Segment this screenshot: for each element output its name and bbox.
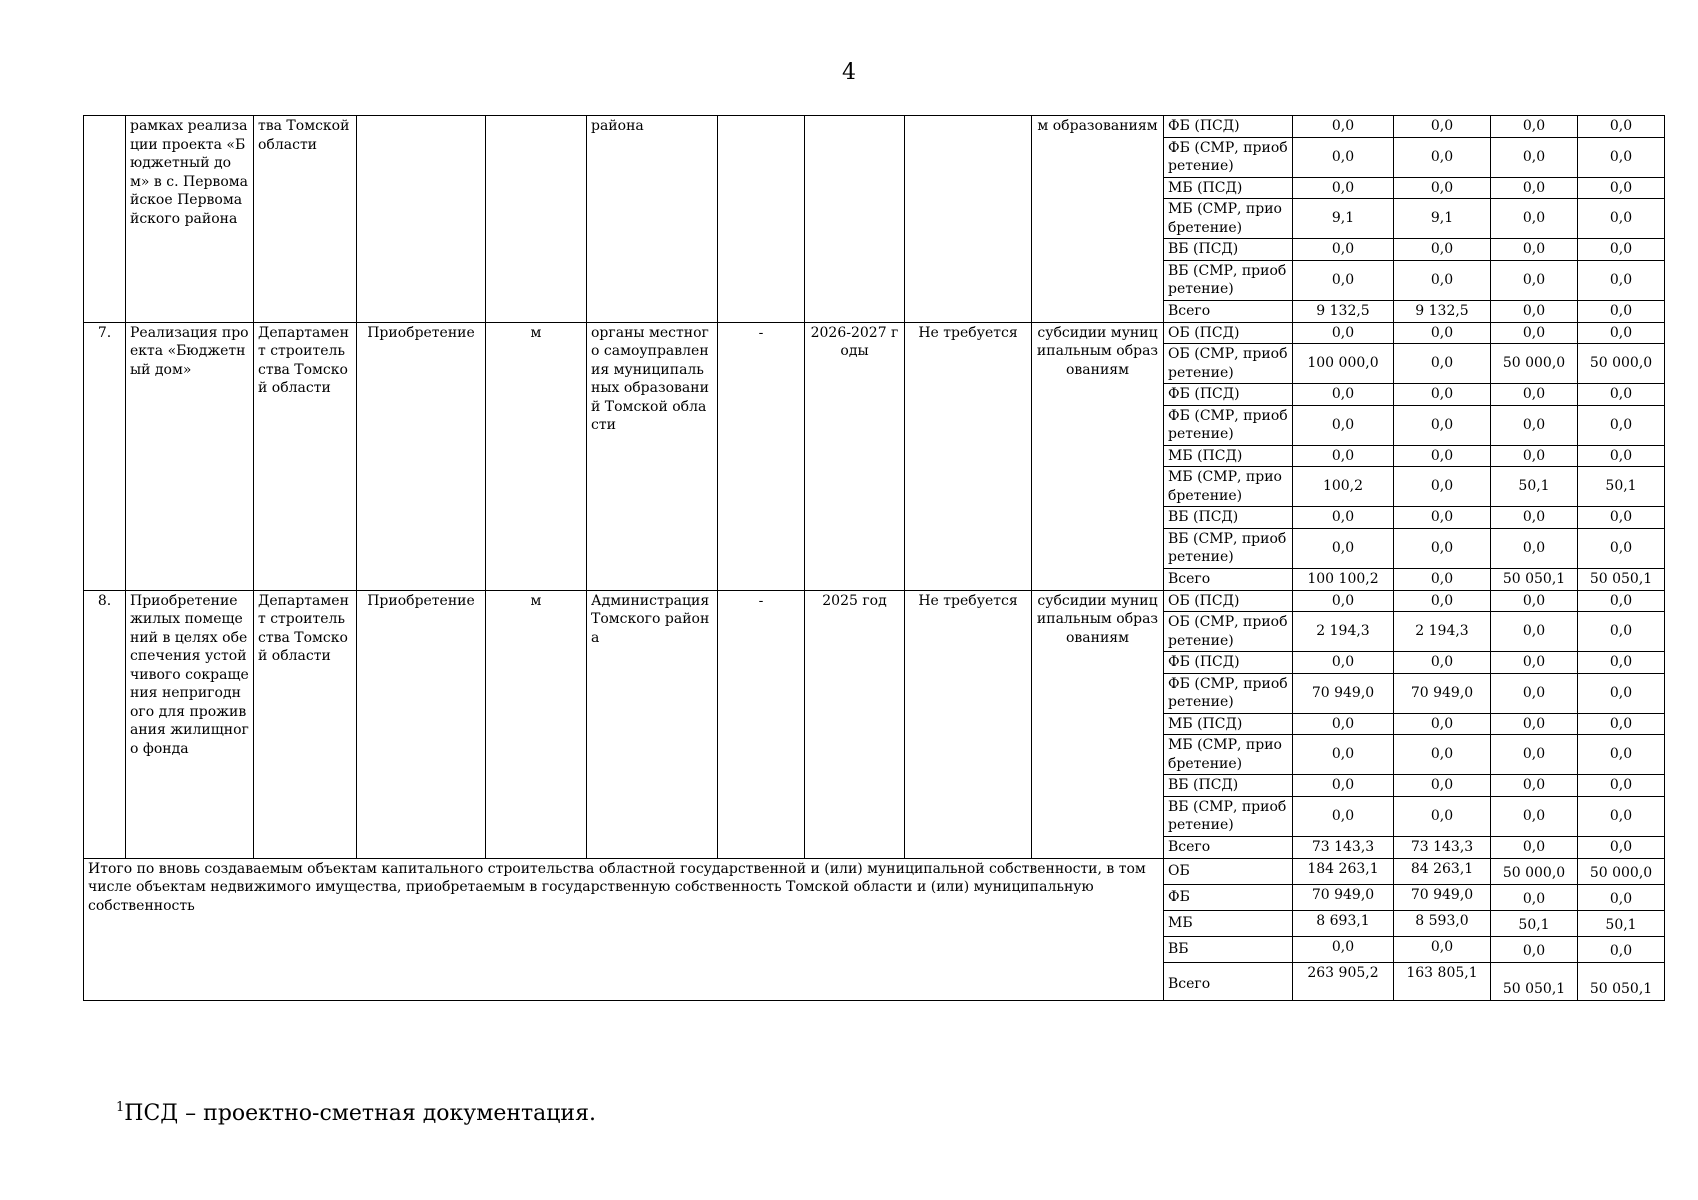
object-name: Приобретение жилых помещений в целях обеспечения устойчивого сокращения непригодного для проживания жилищного фонда [126, 590, 254, 858]
funding-source: ОБ (СМР, приобретение) [1164, 612, 1293, 652]
funding-amount: 9 132,5 [1293, 300, 1394, 322]
funding-source: ВБ (ПСД) [1164, 239, 1293, 261]
funding-amount: 0,0 [1578, 405, 1665, 445]
recipient: района [587, 116, 718, 323]
funding-amount: 0,0 [1491, 239, 1578, 261]
funding-amount: 0,0 [1578, 199, 1665, 239]
funding-amount: 0,0 [1578, 775, 1665, 797]
funding-amount: 0,0 [1491, 322, 1578, 344]
total-funding-amount: 163 805,1 [1394, 962, 1491, 1000]
total-funding-source: Всего [1164, 962, 1293, 1000]
unit-of-measure: м [486, 590, 587, 858]
customer: Департамент строительства Томской области [254, 590, 357, 858]
funding-amount: 9,1 [1293, 199, 1394, 239]
funding-amount: 0,0 [1394, 652, 1491, 674]
funding-amount: 0,0 [1394, 445, 1491, 467]
funding-amount: 0,0 [1293, 735, 1394, 775]
page-number: 4 [842, 60, 856, 85]
funding-amount: 50 050,1 [1491, 568, 1578, 590]
funding-amount: 0,0 [1394, 260, 1491, 300]
funding-amount: 2 194,3 [1293, 612, 1394, 652]
total-funding-amount: 0,0 [1491, 936, 1578, 962]
funding-amount: 0,0 [1578, 735, 1665, 775]
funding-amount: 73 143,3 [1394, 836, 1491, 858]
funding-amount: 0,0 [1578, 590, 1665, 612]
expertise: Не требуется [905, 590, 1032, 858]
funding-source: ОБ (ПСД) [1164, 590, 1293, 612]
funding-amount: 50 050,1 [1578, 568, 1665, 590]
footnote-mark: 1 [116, 1100, 125, 1115]
funding-source: Всего [1164, 300, 1293, 322]
capital-construction-table [83, 115, 1665, 1001]
funding-amount: 0,0 [1578, 322, 1665, 344]
funding-amount: 0,0 [1394, 590, 1491, 612]
funding-amount: 0,0 [1578, 300, 1665, 322]
funding-amount: 0,0 [1491, 673, 1578, 713]
funding-amount: 0,0 [1578, 177, 1665, 199]
total-funding-amount: 50,1 [1578, 910, 1665, 936]
funding-amount: 50,1 [1578, 467, 1665, 507]
total-funding-amount: 50 000,0 [1491, 858, 1578, 884]
total-funding-source: ВБ [1164, 936, 1293, 962]
funding-source: МБ (ПСД) [1164, 177, 1293, 199]
funding-amount: 0,0 [1394, 467, 1491, 507]
funding-amount: 0,0 [1578, 673, 1665, 713]
funding-source: ВБ (СМР, приобретение) [1164, 528, 1293, 568]
funding-amount: 0,0 [1491, 137, 1578, 177]
object-type [357, 116, 486, 323]
funding-amount: 0,0 [1394, 568, 1491, 590]
recipient: Администрация Томского района [587, 590, 718, 858]
funding-form: м образованиям [1032, 116, 1164, 323]
funding-amount: 0,0 [1491, 775, 1578, 797]
funding-form: субсидии муниципальным образованиям [1032, 322, 1164, 590]
funding-amount: 0,0 [1578, 239, 1665, 261]
funding-amount: 0,0 [1491, 384, 1578, 406]
funding-amount: 50 000,0 [1578, 344, 1665, 384]
total-funding-amount: 263 905,2 [1293, 962, 1394, 1000]
funding-amount: 0,0 [1293, 507, 1394, 529]
funding-amount: 50 000,0 [1491, 344, 1578, 384]
unit-of-measure: м [486, 322, 587, 590]
funding-amount: 70 949,0 [1394, 673, 1491, 713]
funding-amount: 0,0 [1394, 735, 1491, 775]
funding-amount: 50,1 [1491, 467, 1578, 507]
object-name: Реализация проекта «Бюджетный дом» [126, 322, 254, 590]
funding-amount: 0,0 [1293, 713, 1394, 735]
funding-amount: 0,0 [1491, 260, 1578, 300]
funding-amount: 73 143,3 [1293, 836, 1394, 858]
capacity: - [718, 322, 805, 590]
funding-source: ФБ (СМР, приобретение) [1164, 673, 1293, 713]
funding-amount: 0,0 [1394, 116, 1491, 138]
expertise: Не требуется [905, 322, 1032, 590]
total-funding-amount: 0,0 [1578, 884, 1665, 910]
funding-amount: 0,0 [1394, 239, 1491, 261]
funding-source: ВБ (ПСД) [1164, 507, 1293, 529]
table-row [84, 590, 1665, 612]
total-funding-amount: 0,0 [1293, 936, 1394, 962]
total-funding-amount: 50,1 [1491, 910, 1578, 936]
funding-amount: 0,0 [1394, 405, 1491, 445]
total-funding-amount: 184 263,1 [1293, 858, 1394, 884]
funding-amount: 70 949,0 [1293, 673, 1394, 713]
funding-amount: 0,0 [1293, 260, 1394, 300]
customer: тва Томской области [254, 116, 357, 323]
funding-amount: 0,0 [1394, 796, 1491, 836]
funding-source: МБ (СМР, приобретение) [1164, 467, 1293, 507]
total-funding-amount: 50 000,0 [1578, 858, 1665, 884]
funding-amount: 0,0 [1394, 344, 1491, 384]
implementation-period: 2025 год [805, 590, 905, 858]
funding-amount: 0,0 [1394, 528, 1491, 568]
funding-amount: 0,0 [1394, 775, 1491, 797]
funding-amount: 0,0 [1578, 713, 1665, 735]
funding-amount: 0,0 [1293, 116, 1394, 138]
total-label: Итого по вновь создаваемым объектам капитального строительства областной государственной и (или) муниципальной собственности, в том числе объектам недвижимого имущества, приобретаемым в государственную собственность Томской области и (или) муниципальную собственность [84, 858, 1164, 1000]
total-row [84, 858, 1665, 884]
funding-amount: 0,0 [1578, 507, 1665, 529]
unit-of-measure [486, 116, 587, 323]
funding-source: ФБ (ПСД) [1164, 116, 1293, 138]
funding-source: ВБ (СМР, приобретение) [1164, 260, 1293, 300]
funding-amount: 0,0 [1491, 507, 1578, 529]
funding-source: МБ (ПСД) [1164, 713, 1293, 735]
funding-amount: 9 132,5 [1394, 300, 1491, 322]
object-type: Приобретение [357, 590, 486, 858]
row-number [84, 116, 126, 323]
capacity: - [718, 590, 805, 858]
funding-source: ОБ (СМР, приобретение) [1164, 344, 1293, 384]
funding-amount: 0,0 [1491, 405, 1578, 445]
funding-amount: 0,0 [1578, 260, 1665, 300]
funding-amount: 0,0 [1293, 652, 1394, 674]
funding-amount: 2 194,3 [1394, 612, 1491, 652]
row-number: 7. [84, 322, 126, 590]
total-funding-source: МБ [1164, 910, 1293, 936]
funding-amount: 0,0 [1394, 713, 1491, 735]
funding-source: МБ (СМР, приобретение) [1164, 735, 1293, 775]
funding-source: ФБ (ПСД) [1164, 652, 1293, 674]
total-funding-amount: 0,0 [1491, 884, 1578, 910]
funding-amount: 0,0 [1491, 590, 1578, 612]
total-funding-amount: 0,0 [1394, 936, 1491, 962]
footnote-text: ПСД – проектно-сметная документация. [124, 1101, 596, 1126]
funding-amount: 0,0 [1394, 177, 1491, 199]
total-funding-amount: 50 050,1 [1491, 962, 1578, 1000]
funding-source: ФБ (ПСД) [1164, 384, 1293, 406]
total-funding-source: ОБ [1164, 858, 1293, 884]
object-type: Приобретение [357, 322, 486, 590]
total-funding-amount: 84 263,1 [1394, 858, 1491, 884]
funding-amount: 0,0 [1293, 384, 1394, 406]
funding-amount: 0,0 [1491, 177, 1578, 199]
funding-amount: 0,0 [1491, 713, 1578, 735]
recipient: органы местного самоуправления муниципальных образований Томской области [587, 322, 718, 590]
funding-amount: 0,0 [1491, 796, 1578, 836]
funding-amount: 0,0 [1578, 796, 1665, 836]
funding-source: ВБ (СМР, приобретение) [1164, 796, 1293, 836]
funding-amount: 0,0 [1293, 322, 1394, 344]
funding-amount: 0,0 [1578, 384, 1665, 406]
funding-source: Всего [1164, 568, 1293, 590]
funding-amount: 0,0 [1293, 528, 1394, 568]
funding-form: субсидии муниципальным образованиям [1032, 590, 1164, 858]
funding-amount: 9,1 [1394, 199, 1491, 239]
total-funding-source: ФБ [1164, 884, 1293, 910]
expertise [905, 116, 1032, 323]
funding-source: Всего [1164, 836, 1293, 858]
total-funding-amount: 70 949,0 [1394, 884, 1491, 910]
funding-amount: 0,0 [1293, 796, 1394, 836]
funding-amount: 100 000,0 [1293, 344, 1394, 384]
row-number: 8. [84, 590, 126, 858]
table-row [84, 116, 1665, 138]
customer: Департамент строительства Томской области [254, 322, 357, 590]
funding-amount: 0,0 [1491, 199, 1578, 239]
funding-amount: 0,0 [1293, 239, 1394, 261]
implementation-period [805, 116, 905, 323]
table-row [84, 322, 1665, 344]
object-name: рамках реализации проекта «Бюджетный дом» в с. Первомайское Первомайского района [126, 116, 254, 323]
funding-amount: 0,0 [1394, 384, 1491, 406]
funding-amount: 0,0 [1293, 137, 1394, 177]
funding-amount: 0,0 [1491, 612, 1578, 652]
funding-amount: 100,2 [1293, 467, 1394, 507]
funding-amount: 0,0 [1491, 116, 1578, 138]
funding-source: МБ (СМР, приобретение) [1164, 199, 1293, 239]
funding-amount: 0,0 [1491, 445, 1578, 467]
funding-source: ФБ (СМР, приобретение) [1164, 405, 1293, 445]
funding-amount: 0,0 [1293, 445, 1394, 467]
funding-source: ВБ (ПСД) [1164, 775, 1293, 797]
funding-amount: 0,0 [1491, 528, 1578, 568]
funding-amount: 0,0 [1578, 836, 1665, 858]
funding-amount: 0,0 [1293, 775, 1394, 797]
total-funding-amount: 8 593,0 [1394, 910, 1491, 936]
total-funding-amount: 70 949,0 [1293, 884, 1394, 910]
funding-source: ОБ (ПСД) [1164, 322, 1293, 344]
funding-amount: 0,0 [1491, 300, 1578, 322]
funding-amount: 0,0 [1578, 445, 1665, 467]
funding-amount: 0,0 [1394, 322, 1491, 344]
funding-amount: 0,0 [1491, 836, 1578, 858]
funding-amount: 0,0 [1394, 507, 1491, 529]
total-funding-amount: 0,0 [1578, 936, 1665, 962]
total-funding-amount: 50 050,1 [1578, 962, 1665, 1000]
funding-amount: 0,0 [1491, 652, 1578, 674]
funding-amount: 0,0 [1293, 405, 1394, 445]
footnote [116, 1100, 596, 1126]
funding-amount: 0,0 [1394, 137, 1491, 177]
funding-amount: 0,0 [1578, 116, 1665, 138]
funding-amount: 100 100,2 [1293, 568, 1394, 590]
funding-amount: 0,0 [1491, 735, 1578, 775]
funding-source: ФБ (СМР, приобретение) [1164, 137, 1293, 177]
funding-amount: 0,0 [1578, 137, 1665, 177]
funding-amount: 0,0 [1578, 612, 1665, 652]
funding-amount: 0,0 [1578, 528, 1665, 568]
total-funding-amount: 8 693,1 [1293, 910, 1394, 936]
funding-amount: 0,0 [1293, 590, 1394, 612]
funding-amount: 0,0 [1578, 652, 1665, 674]
funding-source: МБ (ПСД) [1164, 445, 1293, 467]
capacity [718, 116, 805, 323]
funding-amount: 0,0 [1293, 177, 1394, 199]
implementation-period: 2026-2027 годы [805, 322, 905, 590]
